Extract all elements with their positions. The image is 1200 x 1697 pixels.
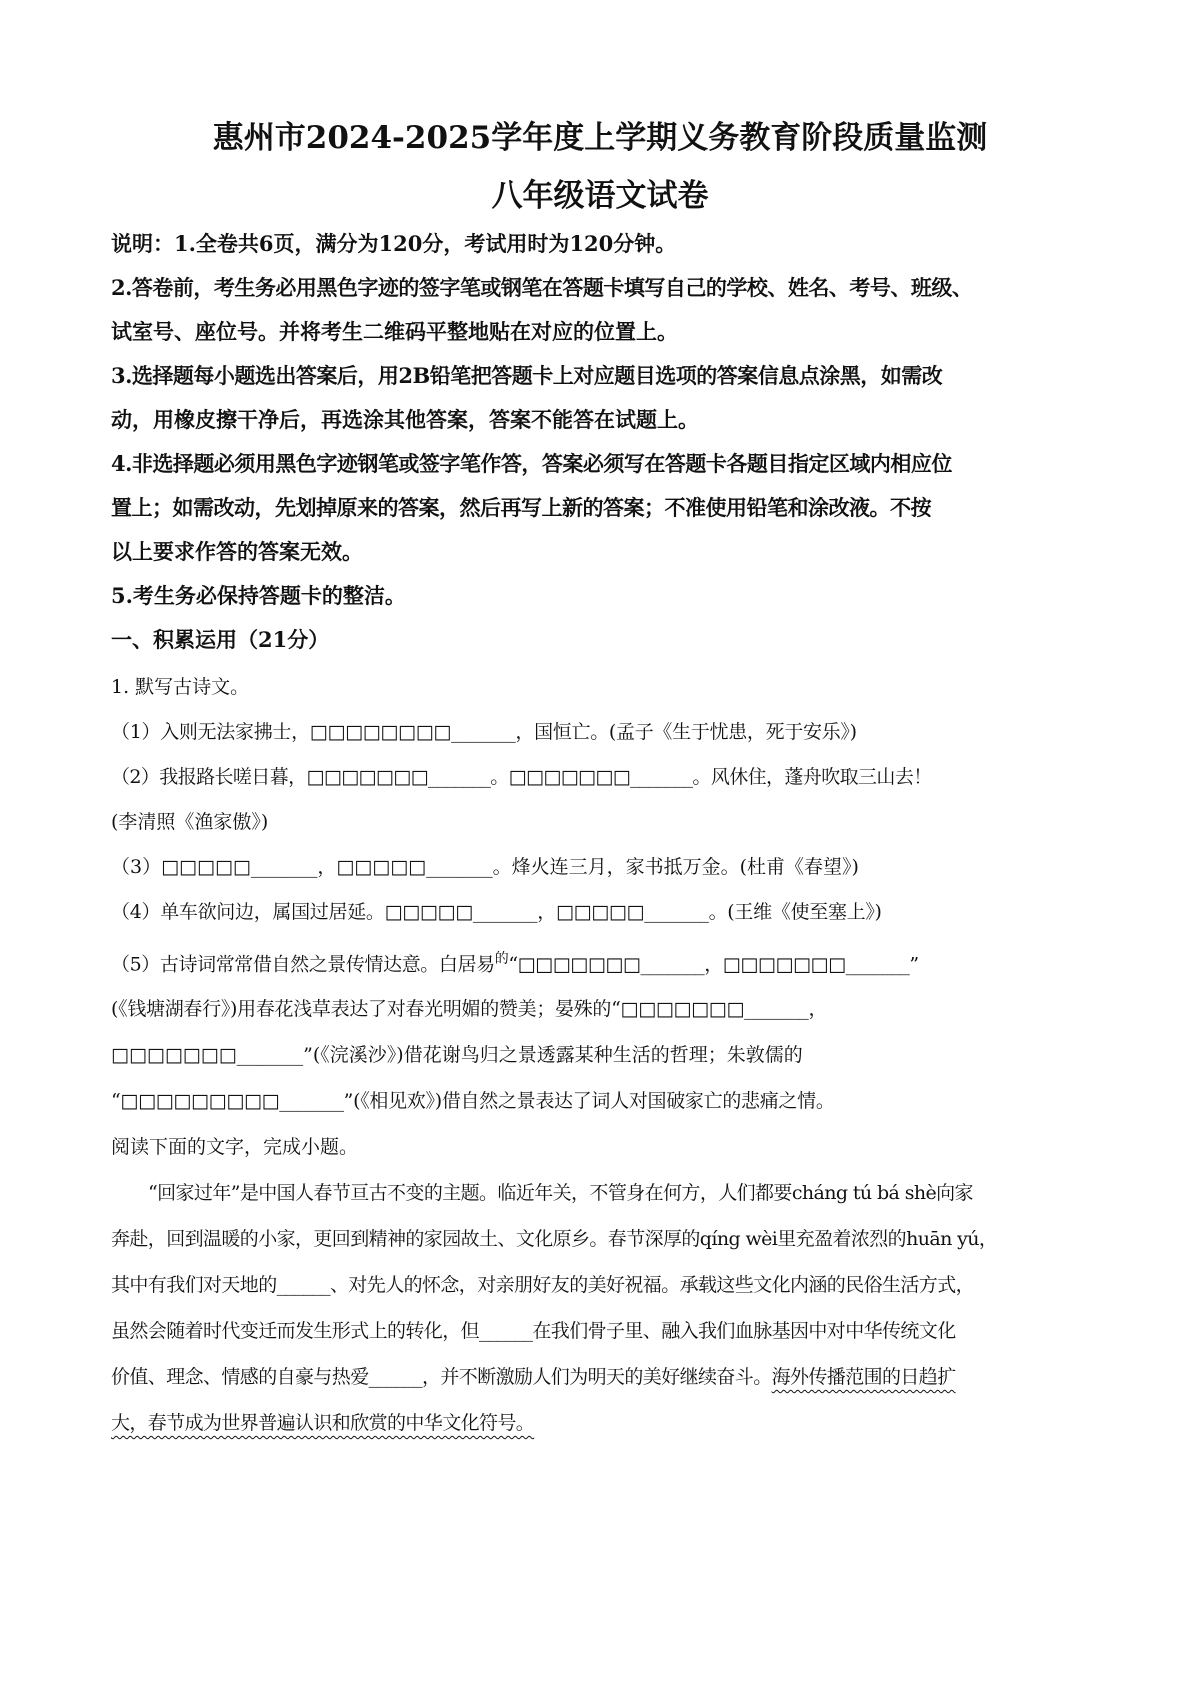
question-line xyxy=(111,948,919,976)
question-text: “□□□□□□□_______，□□□□□□□_______” xyxy=(508,953,919,976)
passage-line: 奔赴，回到温暖的小家，更回到精神的家园故土、文化原乡。春节深厚的qíng wèi里充盈着浓烈的huān yú， xyxy=(111,1228,998,1250)
note-line: 3.选择题每小题选出答案后，用2B铅笔把答题卡上对应题目选项的答案信息点涂黑，如需改 xyxy=(111,363,943,388)
note-line: 以上要求作答的答案无效。 xyxy=(111,539,363,564)
question-line: （2）我报路长嗟日暮，□□□□□□□_______。□□□□□□□_______。风休住，蓬舟吹取三山去！ xyxy=(111,766,932,788)
superscript-char: 的 xyxy=(494,951,509,967)
question-line: (李清照《渔家傲》) xyxy=(111,811,269,833)
note-line: 5.考生务必保持答题卡的整洁。 xyxy=(111,583,406,608)
note-line: 置上；如需改动，先划掉原来的答案，然后再写上新的答案；不准使用铅笔和涂改液。不按 xyxy=(111,495,931,520)
passage-line xyxy=(111,1362,1101,1389)
passage-text: 价值、理念、情感的自豪与热爱______，并不断激励人们为明天的美好继续奋斗。 xyxy=(111,1366,772,1388)
note-line: 4.非选择题必须用黑色字迹钢笔或签字笔作答，答案必须写在答题卡各题目指定区域内相应位 xyxy=(111,451,952,476)
section-heading: 一、积累运用（21分） xyxy=(111,627,330,652)
note-line: 试室号、座位号。并将考生二维码平整地贴在对应的位置上。 xyxy=(111,319,678,344)
note-line: 动，用橡皮擦干净后，再选涂其他答案，答案不能答在试题上。 xyxy=(111,407,699,432)
passage-line: “回家过年”是中国人春节亘古不变的主题。临近年关，不管身在何方，人们都要cháng tú bá shè向家 xyxy=(148,1182,973,1204)
question-line: □□□□□□□_______”(《浣溪沙》)借花谢鸟归之景透露某种生活的哲理；朱敦儒的 xyxy=(111,1044,803,1066)
underlined-sentence: 海外传播范围的日趋扩 xyxy=(771,1366,956,1388)
exam-subtitle: 八年级语文试卷 xyxy=(491,178,709,214)
question-line: “□□□□□□□□□_______”(《相见欢》)借自然之景表达了词人对国破家亡的悲痛之情。 xyxy=(111,1090,835,1112)
question-line: (《钱塘湖春行》)用春花浅草表达了对春光明媚的赞美；晏殊的“□□□□□□□_______， xyxy=(111,998,828,1020)
question-intro: 1. 默写古诗文。 xyxy=(111,676,250,698)
underlined-sentence: 大，春节成为世界普遍认识和欣赏的中华文化符号。 xyxy=(111,1412,535,1434)
question-line: （3）□□□□□_______，□□□□□_______。烽火连三月，家书抵万金。(杜甫《春望》) xyxy=(111,856,859,878)
passage-line: 其中有我们对天地的______、对先人的怀念，对亲朋好友的美好祝福。承载这些文化内涵的民俗生活方式， xyxy=(111,1274,975,1296)
question-line: （4）单车欲问边，属国过居延。□□□□□_______，□□□□□_______。(王维《使至塞上》) xyxy=(111,901,882,923)
question-text: （5）古诗词常常借自然之景传情达意。白居易 xyxy=(111,953,495,976)
note-line: 说明：1.全卷共6页，满分为120分，考试用时为120分钟。 xyxy=(111,231,677,256)
exam-title: 惠州市2024-2025学年度上学期义务教育阶段质量监测 xyxy=(212,120,988,156)
question-line: （1）入则无法家拂士，□□□□□□□□_______，国恒亡。(孟子《生于忧患，死于安乐》) xyxy=(111,721,857,743)
reading-intro: 阅读下面的文字，完成小题。 xyxy=(111,1136,359,1158)
note-line: 2.答卷前，考生务必用黑色字迹的签字笔或钢笔在答题卡填写自己的学校、姓名、考号、班级、 xyxy=(111,275,973,300)
passage-line xyxy=(111,1408,1101,1435)
passage-line: 虽然会随着时代变迁而发生形式上的转化，但______在我们骨子里、融入我们血脉基因中对中华传统文化 xyxy=(111,1320,956,1342)
